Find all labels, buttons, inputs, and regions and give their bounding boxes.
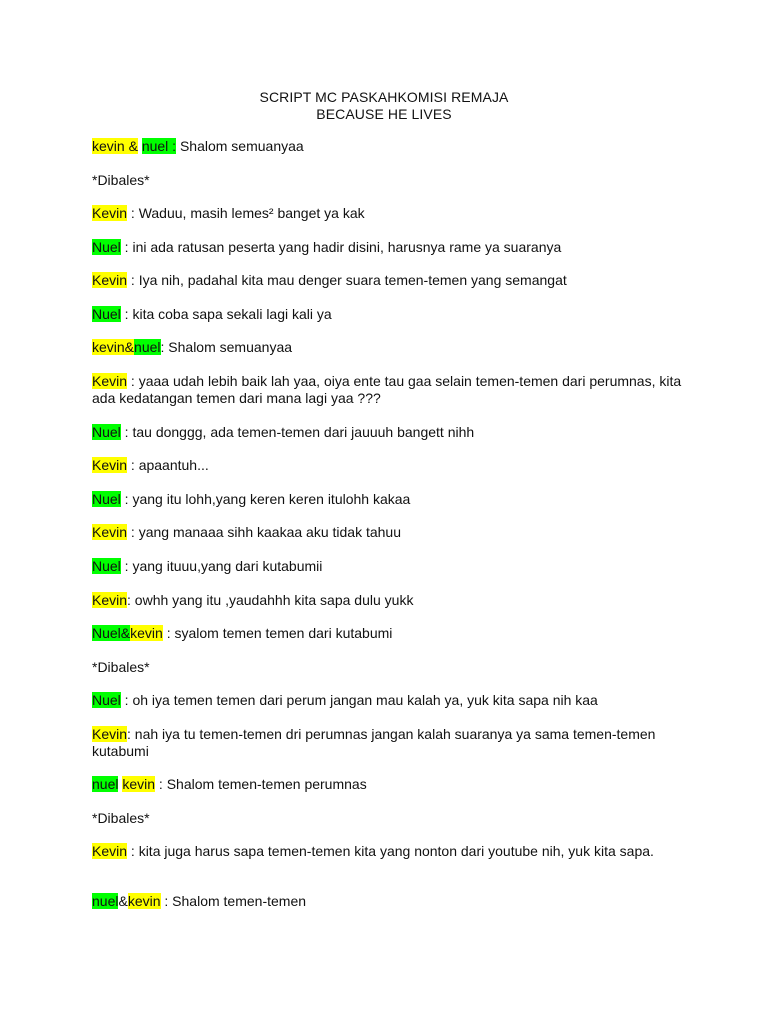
speaker-highlight-green: Nuel [92,306,121,322]
script-line [92,524,682,541]
line-text: : owhh yang itu ,yaudahhh kita sapa dulu yukk [127,592,414,608]
script-line [92,272,682,289]
line-text: : nah iya tu temen-temen dri perumnas jangan kalah suaranya ya sama temen-temen kutabumi [92,726,656,759]
speaker-highlight-yellow: kevin [127,893,161,909]
speaker-highlight-yellow: Kevin [92,524,128,540]
script-line [92,843,682,860]
speaker-highlight-green: nuel [92,893,119,909]
line-text: : Iya nih, padahal kita mau denger suara temen-temen yang semangat [127,272,567,288]
script-line [92,558,682,575]
line-text: Shalom semuanyaa [176,138,304,154]
script-line [92,659,682,676]
script-line [92,373,682,407]
speaker-highlight-green: Nuel& [92,625,131,641]
script-line [92,172,682,189]
speaker-highlight-green: nuel : [141,138,177,154]
speaker-highlight-green: Nuel [92,692,121,708]
line-text: : yang ituuu,yang dari kutabumii [120,558,323,574]
line-text: : yang itu lohh,yang keren keren itulohh kakaa [120,491,411,507]
script-line [92,893,682,910]
line-text: : apaantuh... [127,457,209,473]
line-text: *Dibales* [92,172,150,188]
script-line [92,625,682,642]
speaker-highlight-yellow: Kevin [92,272,128,288]
line-text: : Shalom temen-temen perumnas [155,776,367,792]
script-line [92,424,682,441]
script-line [92,138,682,155]
script-line [92,810,682,827]
speaker-highlight-green: Nuel [92,239,121,255]
speaker-highlight-yellow: kevin [130,625,163,641]
line-text: : kita coba sapa sekali lagi kali ya [120,306,332,322]
script-line [92,776,682,793]
script-line [92,726,682,760]
line-text: : yaaa udah lebih baik lah yaa, oiya ente tau gaa selain temen-temen dari perumnas, kita ada kedatangan temen dari mana lagi yaa ??? [92,373,682,406]
line-text: *Dibales* [92,810,150,826]
line-text: : Shalom semuanyaa [160,339,293,355]
script-line [92,306,682,323]
speaker-highlight-yellow: kevin & [92,138,138,154]
script-line [92,692,682,709]
line-text: : syalom temen temen dari kutabumi [162,625,393,641]
speaker-highlight-yellow: Kevin [92,726,128,742]
line-text: *Dibales* [92,659,150,675]
speaker-highlight-green: Nuel [92,558,121,574]
speaker-highlight-yellow: Kevin [92,205,128,221]
speaker-highlight-yellow: Kevin [92,457,128,473]
speaker-highlight-yellow: Kevin [92,373,128,389]
line-text: : yang manaaa sihh kaakaa aku tidak tahuu [127,524,401,540]
line-text: : tau donggg, ada temen-temen dari jauuuh bangett nihh [120,424,475,440]
script-line [92,457,682,474]
speaker-highlight-yellow: kevin [122,776,156,792]
line-text: & [118,893,128,909]
line-text: : Waduu, masih lemes² banget ya kak [127,205,365,221]
document-title: SCRIPT MC PASKAHKOMISI REMAJA [259,89,509,105]
speaker-highlight-green: Nuel [92,424,121,440]
line-text: : kita juga harus sapa temen-temen kita yang nonton dari youtube nih, yuk kita sapa. [127,843,654,859]
script-line [92,205,682,222]
speaker-highlight-green: nuel [92,776,119,792]
script-line [92,339,682,356]
script-line [92,491,682,508]
script-line [92,239,682,256]
line-text: : Shalom temen-temen [160,893,307,909]
speaker-highlight-yellow: Kevin [92,843,128,859]
speaker-highlight-yellow: kevin& [92,339,135,355]
line-text: : oh iya temen temen dari perum jangan mau kalah ya, yuk kita sapa nih kaa [120,692,598,708]
document-subtitle: BECAUSE HE LIVES [316,106,452,122]
speaker-highlight-yellow: Kevin [92,592,128,608]
line-text: : ini ada ratusan peserta yang hadir disini, harusnya rame ya suaranya [120,239,562,255]
script-line [92,592,682,609]
speaker-highlight-green: nuel [134,339,161,355]
speaker-highlight-green: Nuel [92,491,121,507]
